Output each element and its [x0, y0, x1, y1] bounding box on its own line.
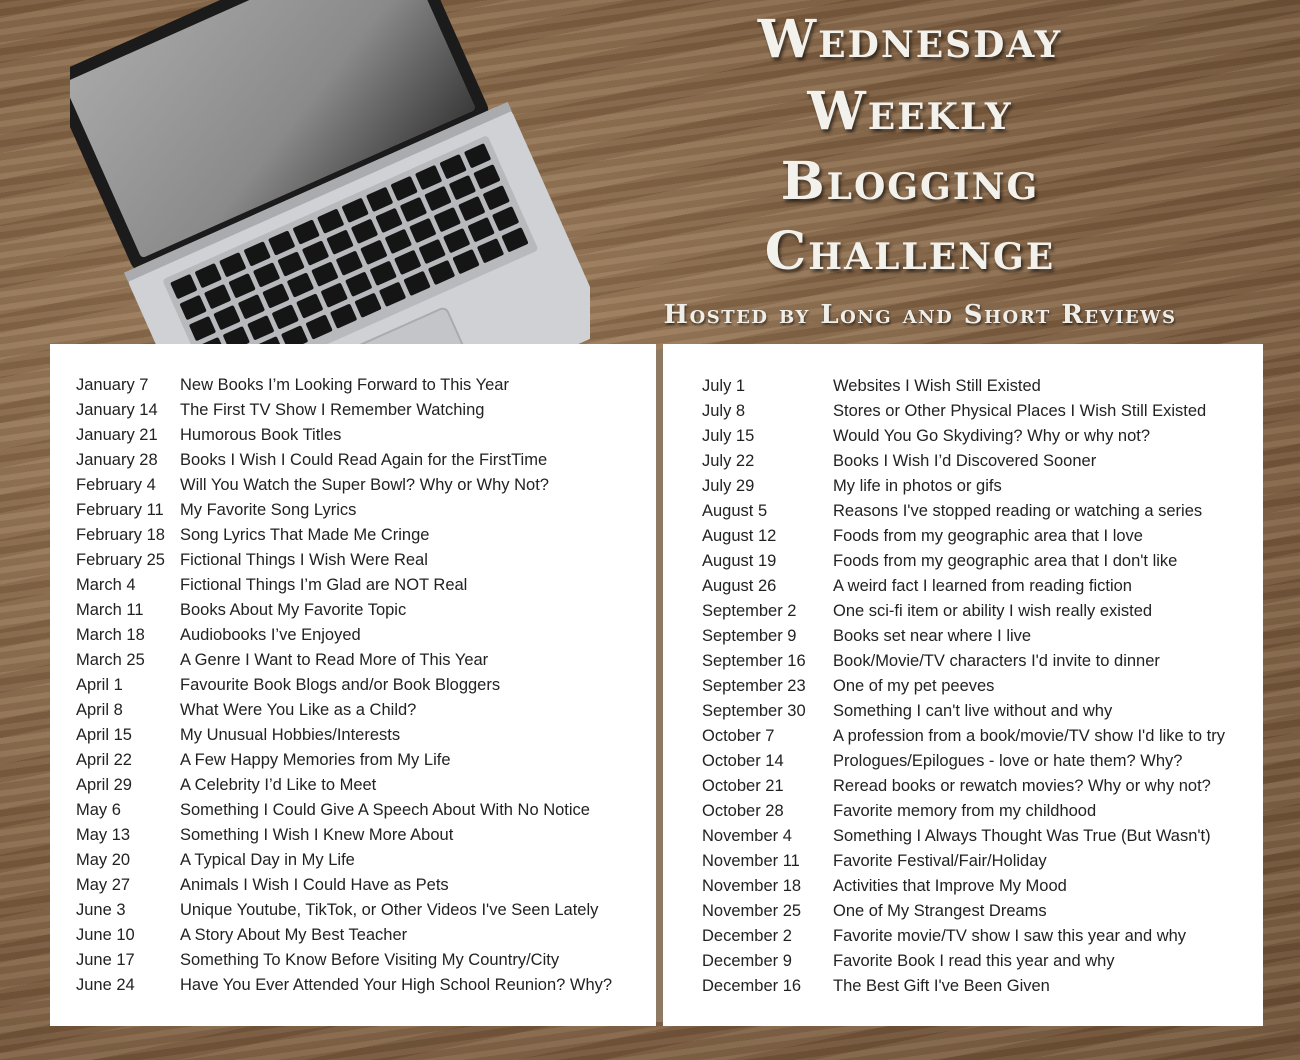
schedule-date: August 26	[702, 577, 777, 595]
schedule-topic: Book/Movie/TV characters I'd invite to dinner	[833, 652, 1160, 670]
schedule-topic: Fictional Things I Wish Were Real	[180, 551, 428, 569]
schedule-topic: One of my pet peeves	[833, 677, 995, 695]
schedule-date: September 23	[702, 677, 806, 695]
schedule-date: March 4	[76, 576, 136, 594]
schedule-date: June 24	[76, 976, 135, 994]
schedule-date: July 15	[702, 427, 755, 445]
schedule-date: February 25	[76, 551, 165, 569]
schedule-topic: Something I can't live without and why	[833, 702, 1113, 720]
schedule-date: November 18	[702, 877, 802, 895]
schedule-date: January 28	[76, 451, 158, 469]
schedule-date: November 25	[702, 902, 802, 920]
schedule-date: April 22	[76, 751, 132, 769]
column-divider	[656, 350, 663, 1022]
schedule-date: May 6	[76, 801, 121, 819]
schedule-topic: Websites I Wish Still Existed	[833, 377, 1041, 395]
schedule-topic: Reread books or rewatch movies? Why or why not?	[833, 777, 1211, 795]
schedule-date: May 20	[76, 851, 131, 869]
schedule-topic: Will You Watch the Super Bowl? Why or Why Not?	[180, 476, 549, 494]
schedule-topic: A Typical Day in My Life	[180, 851, 355, 869]
schedule-topic: Reasons I've stopped reading or watching a series	[833, 502, 1203, 520]
schedule-date: May 27	[76, 876, 131, 894]
schedule-topic: The Best Gift I've Been Given	[833, 977, 1050, 995]
schedule-panel-right	[663, 344, 1263, 1026]
schedule-date: June 17	[76, 951, 135, 969]
schedule-date: August 5	[702, 502, 768, 520]
schedule-date: May 13	[76, 826, 131, 844]
schedule-date: November 11	[702, 852, 800, 870]
schedule-topic: Animals I Wish I Could Have as Pets	[180, 876, 449, 894]
laptop-illustration	[70, 0, 590, 360]
schedule-date: April 15	[76, 726, 132, 744]
schedule-topic: A weird fact I learned from reading fiction	[833, 577, 1132, 595]
schedule-topic: Something To Know Before Visiting My Country/City	[180, 951, 560, 969]
schedule-topic: A profession from a book/movie/TV show I'd like to try	[833, 727, 1225, 745]
title-line-3: Blogging	[780, 151, 1040, 212]
schedule-date: July 22	[702, 452, 755, 470]
schedule-topic: Favorite movie/TV show I saw this year and why	[833, 927, 1187, 945]
schedule-date: September 9	[702, 627, 797, 645]
schedule-date: March 11	[76, 601, 144, 619]
schedule-topic: Books About My Favorite Topic	[180, 601, 407, 619]
schedule-date: October 7	[702, 727, 775, 745]
schedule-date: April 1	[76, 676, 123, 694]
schedule-topic: Books I Wish I Could Read Again for the FirstTime	[180, 451, 548, 469]
title-line-1: Wednesday	[757, 9, 1063, 70]
schedule-topic: Audiobooks I’ve Enjoyed	[180, 626, 361, 644]
title-line-4: Challenge	[764, 221, 1056, 282]
schedule-topic: Books set near where I live	[833, 627, 1032, 645]
schedule-date: February 18	[76, 526, 165, 544]
schedule-date: July 8	[702, 402, 746, 420]
schedule-date: July 29	[702, 477, 755, 495]
schedule-date: October 28	[702, 802, 784, 820]
schedule-topic: Prologues/Epilogues - love or hate them? Why?	[833, 752, 1183, 770]
schedule-date: April 8	[76, 701, 123, 719]
schedule-topic: Something I Could Give A Speech About With No Notice	[180, 801, 590, 819]
schedule-date: April 29	[76, 776, 132, 794]
schedule-date: June 3	[76, 901, 126, 919]
schedule-date: February 11	[76, 501, 164, 519]
schedule-date: September 2	[702, 602, 797, 620]
schedule-date: August 19	[702, 552, 777, 570]
schedule-date: September 30	[702, 702, 806, 720]
schedule-date: March 18	[76, 626, 145, 644]
schedule-topic: Foods from my geographic area that I don't like	[833, 552, 1178, 570]
schedule-topic: Something I Wish I Knew More About	[180, 826, 454, 844]
schedule-topic: Foods from my geographic area that I love	[833, 527, 1143, 545]
schedule-date: January 7	[76, 376, 149, 394]
schedule-topic: Favorite memory from my childhood	[833, 802, 1097, 820]
schedule-date: July 1	[702, 377, 746, 395]
schedule-topic: A Story About My Best Teacher	[180, 926, 408, 944]
schedule-panel-left	[50, 344, 656, 1026]
schedule-topic: New Books I’m Looking Forward to This Year	[180, 376, 509, 394]
schedule-date: January 14	[76, 401, 158, 419]
schedule-topic: A Celebrity I’d Like to Meet	[180, 776, 377, 794]
schedule-date: February 4	[76, 476, 156, 494]
schedule-topic: What Were You Like as a Child?	[180, 701, 417, 719]
schedule-topic: Favorite Festival/Fair/Holiday	[833, 852, 1047, 870]
schedule-topic: A Genre I Want to Read More of This Year	[180, 651, 489, 669]
schedule-topic: Favourite Book Blogs and/or Book Bloggers	[180, 676, 501, 694]
schedule-topic: Books I Wish I’d Discovered Sooner	[833, 452, 1097, 470]
schedule-topic: Favorite Book I read this year and why	[833, 952, 1115, 970]
schedule-date: October 21	[702, 777, 784, 795]
schedule-date: March 25	[76, 651, 145, 669]
schedule-date: November 4	[702, 827, 792, 845]
schedule-date: August 12	[702, 527, 777, 545]
schedule-date: January 21	[76, 426, 158, 444]
schedule-topic: Fictional Things I’m Glad are NOT Real	[180, 576, 468, 594]
schedule-topic: Would You Go Skydiving? Why or why not?	[833, 427, 1151, 445]
schedule-topic: One of My Strangest Dreams	[833, 902, 1047, 920]
schedule-date: June 10	[76, 926, 135, 944]
subtitle: Hosted by Long and Short Reviews	[663, 300, 1177, 330]
schedule-topic: Stores or Other Physical Places I Wish Still Existed	[833, 402, 1207, 420]
schedule-date: September 16	[702, 652, 806, 670]
schedule-topic: My Unusual Hobbies/Interests	[180, 726, 401, 744]
schedule-topic: Humorous Book Titles	[180, 426, 342, 444]
schedule-date: October 14	[702, 752, 784, 770]
title-line-2: Weekly	[807, 81, 1013, 142]
schedule-date: December 2	[702, 927, 792, 945]
schedule-topic: Something I Always Thought Was True (But Wasn't)	[833, 827, 1211, 845]
schedule-topic: My life in photos or gifs	[833, 477, 1002, 495]
schedule-topic: Have You Ever Attended Your High School Reunion? Why?	[180, 976, 613, 994]
schedule-topic: Song Lyrics That Made Me Cringe	[180, 526, 430, 544]
schedule-topic: Unique Youtube, TikTok, or Other Videos I've Seen Lately	[180, 901, 599, 919]
schedule-topic: One sci-fi item or ability I wish really existed	[833, 602, 1153, 620]
schedule-date: December 9	[702, 952, 792, 970]
schedule-date: December 16	[702, 977, 802, 995]
schedule-topic: The First TV Show I Remember Watching	[180, 401, 485, 419]
schedule-topic: A Few Happy Memories from My Life	[180, 751, 451, 769]
schedule-topic: Activities that Improve My Mood	[833, 877, 1067, 895]
schedule-topic: My Favorite Song Lyrics	[180, 501, 357, 519]
